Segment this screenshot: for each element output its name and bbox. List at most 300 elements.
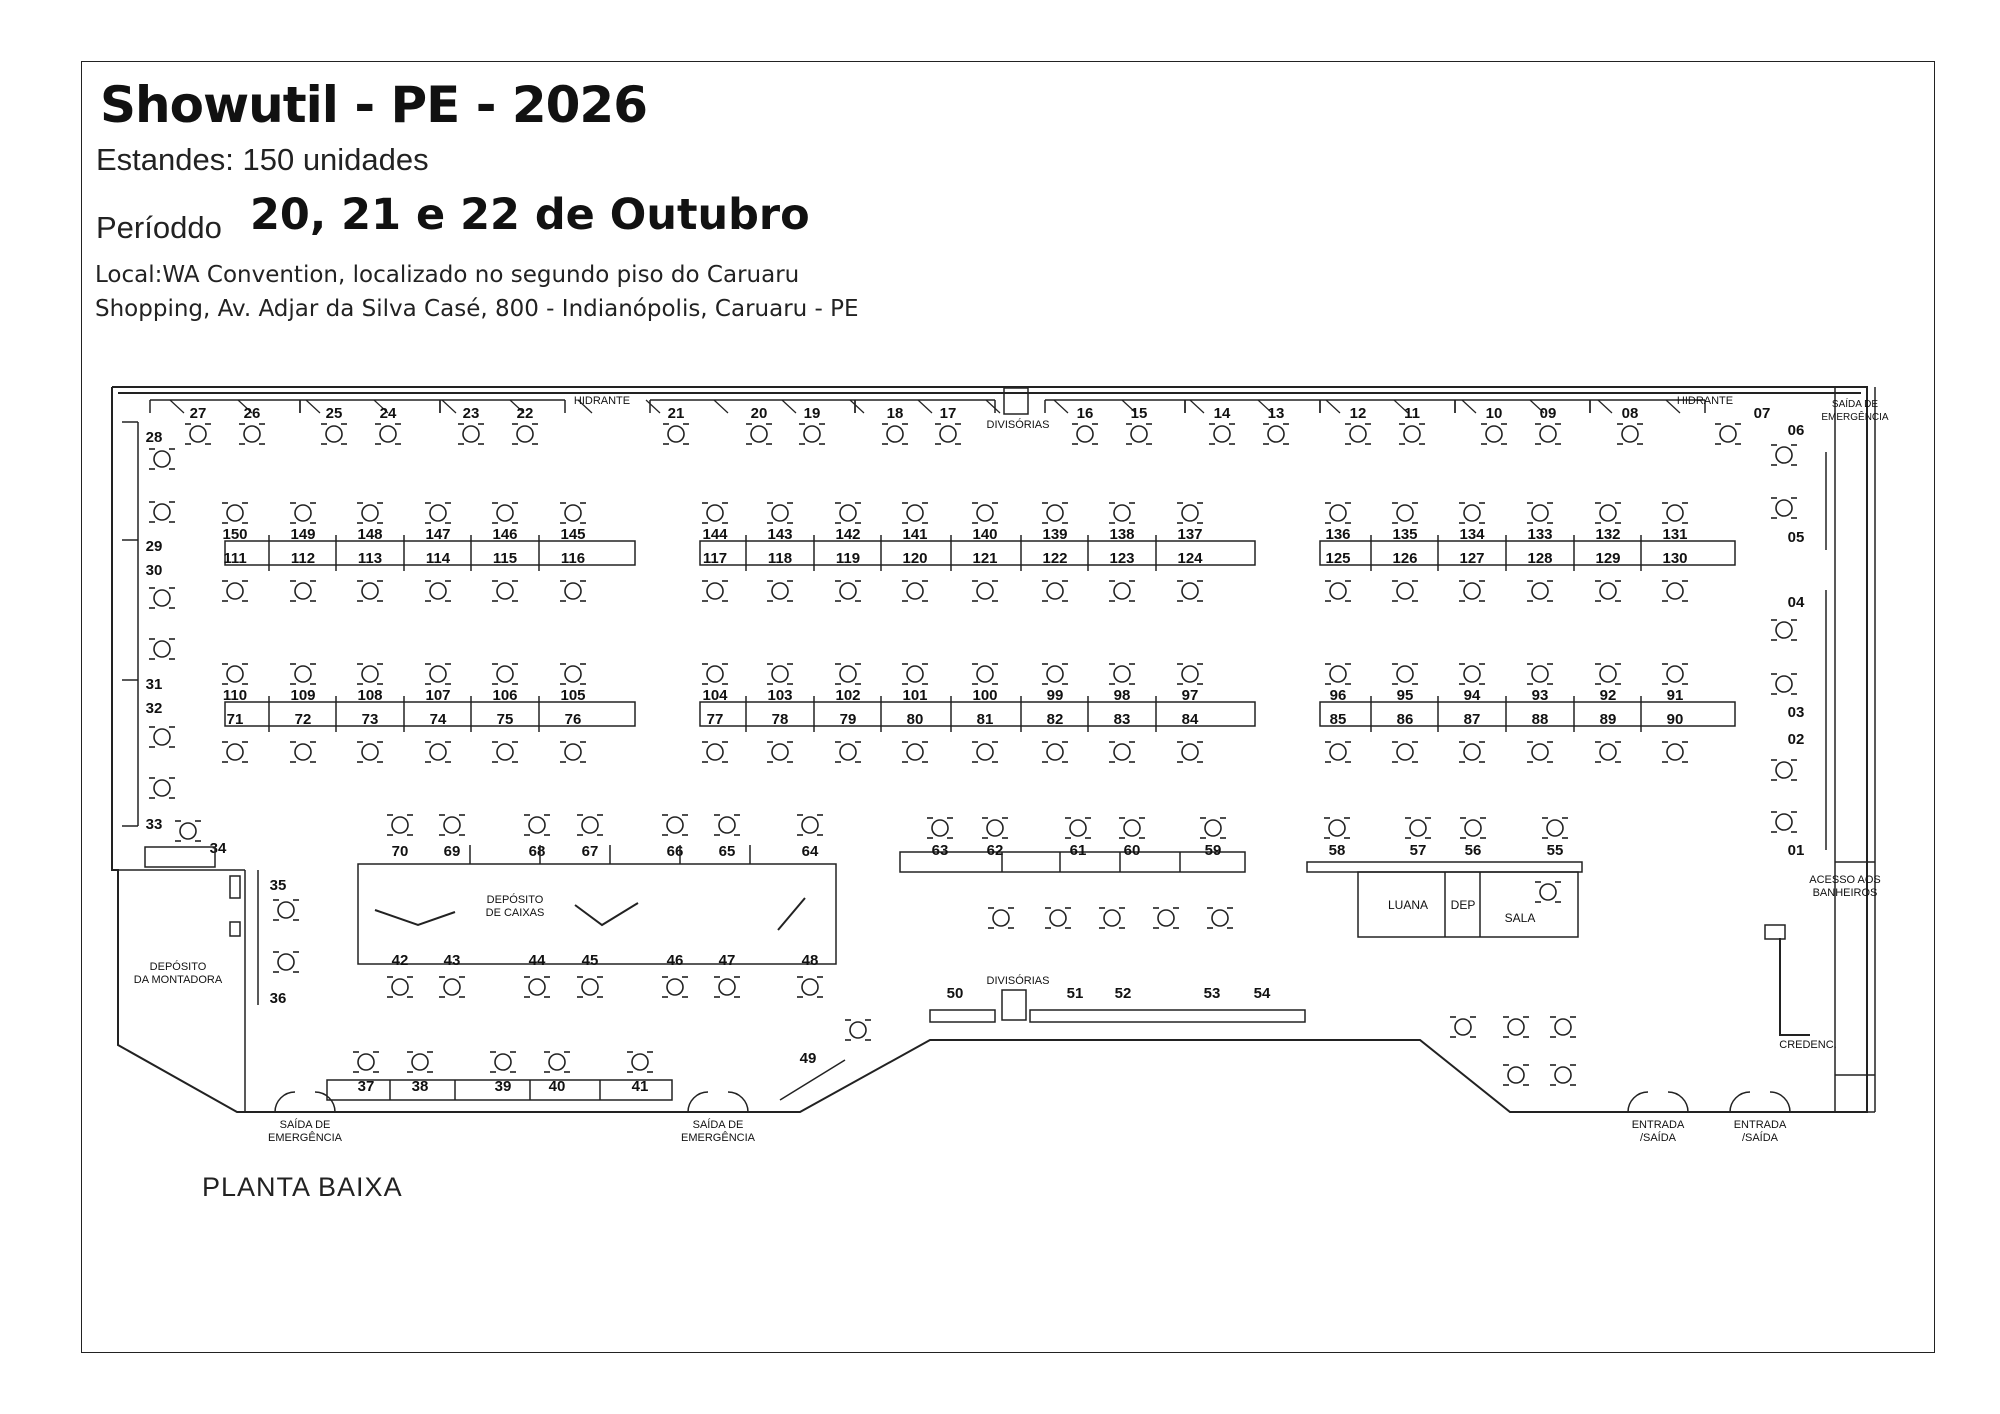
- top-stand-chamfer: [1326, 400, 1340, 413]
- table-chair-icon: [1404, 426, 1420, 442]
- stand-number: 133: [1527, 526, 1553, 543]
- table-chair-icon: [1104, 910, 1120, 926]
- stand-number: 77: [706, 711, 724, 728]
- column-marker: [230, 922, 240, 936]
- table-chair-icon: [1464, 583, 1480, 599]
- stand-34: [145, 847, 215, 867]
- table-chair-icon: [1776, 814, 1792, 830]
- entrance-label: ENTRADA: [1631, 1119, 1685, 1131]
- table-chair-icon: [940, 426, 956, 442]
- table-chair-icon: [802, 817, 818, 833]
- stand-number: 73: [361, 711, 379, 728]
- table-chair-icon: [362, 583, 378, 599]
- stand-number: 04: [1787, 594, 1805, 611]
- stand-number: 86: [1396, 711, 1414, 728]
- table-chair-icon: [430, 744, 446, 760]
- emergency-exit-label: EMERGÊNCIA: [1821, 412, 1889, 423]
- table-chair-icon: [1667, 666, 1683, 682]
- table-chair-icon: [1047, 505, 1063, 521]
- table-chair-icon: [582, 817, 598, 833]
- table-chair-icon: [1114, 666, 1130, 682]
- dep-label: DEP: [1450, 898, 1476, 912]
- stand-number: 81: [976, 711, 994, 728]
- table-chair-icon: [1212, 910, 1228, 926]
- stand-number: 02: [1787, 731, 1805, 748]
- table-chair-icon: [1131, 426, 1147, 442]
- table-chair-icon: [529, 979, 545, 995]
- stand-number: 149: [290, 526, 316, 543]
- stand-number: 41: [631, 1078, 649, 1095]
- stand-number: 147: [425, 526, 451, 543]
- table-chair-icon: [977, 583, 993, 599]
- table-chair-icon: [1182, 583, 1198, 599]
- stand-number: 63: [931, 842, 949, 859]
- table-chair-icon: [987, 820, 1003, 836]
- entrance-label: /SAÍDA: [1639, 1132, 1677, 1144]
- top-stand-chamfer: [850, 400, 864, 413]
- stand-number: 07: [1753, 405, 1771, 422]
- stand-number: 96: [1329, 687, 1347, 704]
- stand-number: 127: [1459, 550, 1485, 567]
- emergency-exit-label: SAÍDA DE: [1831, 399, 1879, 410]
- table-chair-icon: [907, 744, 923, 760]
- stand-number: 62: [986, 842, 1004, 859]
- table-chair-icon: [1114, 505, 1130, 521]
- stand-number: 03: [1787, 704, 1805, 721]
- top-stand-chamfer: [170, 400, 184, 413]
- restroom-access-label: ACESSO AOS: [1809, 874, 1881, 886]
- table-chair-icon: [1182, 744, 1198, 760]
- stand-number: 43: [443, 952, 461, 969]
- stand-number: 114: [425, 550, 451, 567]
- table-chair-icon: [190, 426, 206, 442]
- stand-number: 106: [492, 687, 518, 704]
- table-chair-icon: [1508, 1019, 1524, 1035]
- table-chair-icon: [154, 641, 170, 657]
- top-stand-chamfer: [986, 400, 1000, 413]
- table-chair-icon: [840, 583, 856, 599]
- table-chair-icon: [1350, 426, 1366, 442]
- table-chair-icon: [1329, 820, 1345, 836]
- table-chair-icon: [495, 1054, 511, 1070]
- stand-number: 29: [145, 538, 163, 555]
- stand-number: 09: [1539, 405, 1557, 422]
- stand-number: 22: [516, 405, 534, 422]
- table-chair-icon: [707, 583, 723, 599]
- stand-number: 135: [1392, 526, 1418, 543]
- stand-number: 57: [1409, 842, 1427, 859]
- stand-number: 150: [222, 526, 248, 543]
- stand-number: 06: [1787, 422, 1805, 439]
- table-chair-icon: [1600, 666, 1616, 682]
- stand-number: 138: [1109, 526, 1135, 543]
- table-chair-icon: [772, 505, 788, 521]
- stand-number: 88: [1531, 711, 1549, 728]
- stand-number: 27: [189, 405, 207, 422]
- stand-number: 16: [1076, 405, 1094, 422]
- table-chair-icon: [180, 823, 196, 839]
- table-chair-icon: [1047, 744, 1063, 760]
- top-stand-chamfer: [714, 400, 728, 413]
- table-chair-icon: [1070, 820, 1086, 836]
- table-chair-icon: [1158, 910, 1174, 926]
- table-chair-icon: [392, 817, 408, 833]
- stand-number: 52: [1114, 985, 1132, 1002]
- stand-number: 15: [1130, 405, 1148, 422]
- stand-number: 111: [223, 550, 247, 567]
- stand-number: 47: [718, 952, 736, 969]
- stand-number: 123: [1109, 550, 1135, 567]
- stand-count: Estandes: 150 unidades: [96, 142, 429, 177]
- table-chair-icon: [1182, 666, 1198, 682]
- stand-number: 92: [1599, 687, 1617, 704]
- table-chair-icon: [1205, 820, 1221, 836]
- table-chair-icon: [1540, 426, 1556, 442]
- table-chair-icon: [1397, 583, 1413, 599]
- right-row-stands: [1307, 862, 1582, 872]
- emergency-exit-label: EMERGÊNCIA: [681, 1132, 755, 1144]
- stand-number: 146: [492, 526, 518, 543]
- stand-number: 12: [1349, 405, 1367, 422]
- period-dates: 20, 21 e 22 de Outubro: [250, 190, 810, 240]
- table-chair-icon: [1532, 505, 1548, 521]
- restroom-access-label: BANHEIROS: [1812, 887, 1878, 899]
- stand-number: 97: [1181, 687, 1199, 704]
- stand-number: 140: [972, 526, 998, 543]
- table-chair-icon: [1776, 676, 1792, 692]
- table-chair-icon: [907, 505, 923, 521]
- door-swing-icon: [275, 1092, 335, 1112]
- table-chair-icon: [1776, 622, 1792, 638]
- stand-number: 103: [767, 687, 793, 704]
- top-stand-chamfer: [646, 400, 660, 413]
- stand-number: 25: [325, 405, 343, 422]
- stand-number: 110: [222, 687, 248, 704]
- stand-number: 130: [1662, 550, 1688, 567]
- table-chair-icon: [444, 817, 460, 833]
- pallet-shape: [375, 910, 455, 925]
- stand-number: 121: [972, 550, 998, 567]
- table-chair-icon: [667, 817, 683, 833]
- table-chair-icon: [430, 666, 446, 682]
- table-chair-icon: [565, 505, 581, 521]
- stand-number: 30: [145, 562, 163, 579]
- table-chair-icon: [1114, 744, 1130, 760]
- table-chair-icon: [295, 744, 311, 760]
- table-chair-icon: [497, 744, 513, 760]
- entrance-label: ENTRADA: [1733, 1119, 1787, 1131]
- stand-number: 100: [972, 687, 998, 704]
- stand-number: 44: [528, 952, 546, 969]
- stand-number: 126: [1392, 550, 1418, 567]
- stand-number: 18: [886, 405, 904, 422]
- column-marker: [230, 876, 240, 898]
- stand-number: 131: [1662, 526, 1688, 543]
- stand-number: 109: [290, 687, 316, 704]
- table-chair-icon: [719, 817, 735, 833]
- top-stand-chamfer: [1462, 400, 1476, 413]
- stand-number: 05: [1787, 529, 1805, 546]
- table-chair-icon: [1214, 426, 1230, 442]
- stand-number: 122: [1042, 550, 1068, 567]
- table-chair-icon: [412, 1054, 428, 1070]
- stand-number: 108: [357, 687, 383, 704]
- stand-number: 34: [209, 840, 227, 857]
- stand-number: 87: [1463, 711, 1481, 728]
- stand-number: 54: [1253, 985, 1271, 1002]
- stand-number: 145: [560, 526, 586, 543]
- table-chair-icon: [667, 979, 683, 995]
- table-chair-icon: [751, 426, 767, 442]
- stand-number: 139: [1042, 526, 1068, 543]
- stand-number: 76: [564, 711, 582, 728]
- table-chair-icon: [295, 505, 311, 521]
- stand-number: 83: [1113, 711, 1131, 728]
- stand-number: 125: [1325, 550, 1351, 567]
- stand-number: 118: [767, 550, 793, 567]
- table-chair-icon: [278, 954, 294, 970]
- stand-number: 11: [1404, 405, 1420, 422]
- table-chair-icon: [497, 666, 513, 682]
- table-chair-icon: [1330, 505, 1346, 521]
- stand-number: 40: [548, 1078, 566, 1095]
- stand-number: 31: [145, 676, 163, 693]
- table-chair-icon: [326, 426, 342, 442]
- table-chair-icon: [154, 590, 170, 606]
- table-chair-icon: [497, 583, 513, 599]
- door-swing-icon: [1730, 1092, 1790, 1112]
- table-chair-icon: [444, 979, 460, 995]
- table-chair-icon: [1050, 910, 1066, 926]
- table-chair-icon: [1532, 583, 1548, 599]
- table-chair-icon: [907, 666, 923, 682]
- stand-number: 01: [1787, 842, 1805, 859]
- table-chair-icon: [565, 583, 581, 599]
- stand-number: 148: [357, 526, 383, 543]
- table-chair-icon: [362, 744, 378, 760]
- table-chair-icon: [1555, 1019, 1571, 1035]
- deposito-montadora-label: DA MONTADORA: [133, 974, 223, 986]
- stand-number: 50: [946, 985, 964, 1002]
- table-chair-icon: [1776, 447, 1792, 463]
- stand-number: 82: [1046, 711, 1064, 728]
- top-stand-chamfer: [1598, 400, 1612, 413]
- table-chair-icon: [565, 744, 581, 760]
- stand-number: 35: [269, 877, 287, 894]
- table-chair-icon: [529, 817, 545, 833]
- stand-number: 79: [839, 711, 857, 728]
- stand-number: 136: [1325, 526, 1351, 543]
- table-chair-icon: [1555, 1067, 1571, 1083]
- table-chair-icon: [719, 979, 735, 995]
- stand-number: 33: [145, 816, 163, 833]
- stand-number: 20: [750, 405, 768, 422]
- stand-number: 08: [1621, 405, 1639, 422]
- table-chair-icon: [977, 744, 993, 760]
- stand-number: 143: [767, 526, 793, 543]
- table-chair-icon: [887, 426, 903, 442]
- table-chair-icon: [907, 583, 923, 599]
- top-stand-chamfer: [782, 400, 796, 413]
- period-label: Períoddo: [96, 210, 222, 245]
- table-chair-icon: [1182, 505, 1198, 521]
- table-chair-icon: [707, 744, 723, 760]
- table-chair-icon: [227, 744, 243, 760]
- stand-number: 39: [494, 1078, 512, 1095]
- stand-number: 116: [560, 550, 586, 567]
- stand-number: 132: [1595, 526, 1621, 543]
- stand-number: 19: [803, 405, 821, 422]
- stand-number: 78: [771, 711, 789, 728]
- table-chair-icon: [362, 666, 378, 682]
- stand-number: 80: [906, 711, 924, 728]
- entrance-label: /SAÍDA: [1741, 1132, 1779, 1144]
- table-chair-icon: [1667, 583, 1683, 599]
- stand-number: 141: [902, 526, 928, 543]
- table-chair-icon: [1268, 426, 1284, 442]
- table-chair-icon: [549, 1054, 565, 1070]
- stand-number: 26: [243, 405, 261, 422]
- door-swing-icon: [688, 1092, 748, 1112]
- table-chair-icon: [1508, 1067, 1524, 1083]
- stand-number: 21: [667, 405, 685, 422]
- stand-number: 119: [835, 550, 861, 567]
- deposito-caixas-area: [358, 864, 836, 964]
- table-chair-icon: [804, 426, 820, 442]
- stand-number: 70: [391, 843, 409, 860]
- table-chair-icon: [1600, 583, 1616, 599]
- table-chair-icon: [668, 426, 684, 442]
- table-chair-icon: [632, 1054, 648, 1070]
- stand-number: 104: [702, 687, 728, 704]
- table-chair-icon: [1114, 583, 1130, 599]
- deposito-caixas-label: DE CAIXAS: [485, 907, 545, 919]
- stand-number: 69: [443, 843, 461, 860]
- table-chair-icon: [772, 744, 788, 760]
- stand-number: 72: [294, 711, 312, 728]
- stand-number: 14: [1213, 405, 1231, 422]
- stand-number: 64: [801, 843, 819, 860]
- location-line-1: Local:WA Convention, localizado no segundo piso do Caruaru: [95, 262, 800, 288]
- stand-number: 112: [290, 550, 316, 567]
- pallet-shape: [575, 903, 638, 925]
- deposito-caixas-label: DEPÓSITO: [486, 894, 544, 906]
- table-chair-icon: [430, 505, 446, 521]
- stand-number: 93: [1531, 687, 1549, 704]
- stand-number: 45: [581, 952, 599, 969]
- table-chair-icon: [1540, 884, 1556, 900]
- emergency-exit-label: SAÍDA DE: [279, 1119, 331, 1131]
- stand-number: 137: [1177, 526, 1203, 543]
- table-chair-icon: [1667, 744, 1683, 760]
- top-stand-chamfer: [1190, 400, 1204, 413]
- table-chair-icon: [1600, 505, 1616, 521]
- table-chair-icon: [380, 426, 396, 442]
- stand-number: 134: [1459, 526, 1485, 543]
- stand-number: 10: [1485, 405, 1503, 422]
- top-stand-chamfer: [442, 400, 456, 413]
- stand-number: 115: [492, 550, 518, 567]
- table-chair-icon: [1532, 744, 1548, 760]
- emergency-exit-label: EMERGÊNCIA: [268, 1132, 342, 1144]
- stand-number: 28: [145, 429, 163, 446]
- table-chair-icon: [1397, 744, 1413, 760]
- top-stand-chamfer: [918, 400, 932, 413]
- table-chair-icon: [278, 902, 294, 918]
- divisorias-label: DIVISÓRIAS: [986, 419, 1050, 431]
- table-chair-icon: [1397, 505, 1413, 521]
- table-chair-icon: [1464, 505, 1480, 521]
- table-chair-icon: [358, 1054, 374, 1070]
- stand-number: 95: [1396, 687, 1414, 704]
- stand-number: 23: [462, 405, 480, 422]
- stand-number: 89: [1599, 711, 1617, 728]
- table-chair-icon: [1667, 505, 1683, 521]
- stand-51-54: [1030, 1010, 1305, 1022]
- table-chair-icon: [977, 666, 993, 682]
- stand-number: 17: [939, 405, 957, 422]
- stand-number: 38: [411, 1078, 429, 1095]
- location-line-2: Shopping, Av. Adjar da Silva Casé, 800 - Indianópolis, Caruaru - PE: [95, 296, 859, 322]
- table-chair-icon: [1330, 583, 1346, 599]
- table-chair-icon: [850, 1022, 866, 1038]
- stand-number: 94: [1463, 687, 1481, 704]
- stand-number: 90: [1666, 711, 1684, 728]
- table-chair-icon: [565, 666, 581, 682]
- table-chair-icon: [977, 505, 993, 521]
- table-chair-icon: [154, 504, 170, 520]
- stand-number: 51: [1066, 985, 1084, 1002]
- credenc-label: CREDENC.: [1779, 1039, 1837, 1051]
- table-chair-icon: [1464, 744, 1480, 760]
- table-chair-icon: [227, 666, 243, 682]
- table-chair-icon: [295, 583, 311, 599]
- stand-number: 105: [560, 687, 586, 704]
- stand-number: 129: [1595, 550, 1621, 567]
- stand-number: 55: [1546, 842, 1564, 859]
- stand-number: 142: [835, 526, 861, 543]
- table-chair-icon: [244, 426, 260, 442]
- stand-number: 107: [425, 687, 451, 704]
- stand-number: 46: [666, 952, 684, 969]
- table-chair-icon: [227, 583, 243, 599]
- table-chair-icon: [1600, 744, 1616, 760]
- divisorias-panel: [1002, 990, 1026, 1020]
- stand-number: 13: [1267, 405, 1285, 422]
- stand-number: 53: [1203, 985, 1221, 1002]
- table-chair-icon: [1464, 666, 1480, 682]
- stand-number: 32: [145, 700, 163, 717]
- stand-number: 120: [902, 550, 928, 567]
- stand-number: 99: [1046, 687, 1064, 704]
- table-chair-icon: [1776, 762, 1792, 778]
- stand-number: 65: [718, 843, 736, 860]
- stand-number: 75: [496, 711, 514, 728]
- table-chair-icon: [1776, 500, 1792, 516]
- table-chair-icon: [1410, 820, 1426, 836]
- table-chair-icon: [1047, 666, 1063, 682]
- stand-number: 59: [1204, 842, 1222, 859]
- stand-number: 71: [226, 711, 244, 728]
- stand-number: 85: [1329, 711, 1347, 728]
- stand-number: 48: [801, 952, 819, 969]
- stand-number: 56: [1464, 842, 1482, 859]
- table-chair-icon: [154, 780, 170, 796]
- stand-number: 84: [1181, 711, 1199, 728]
- pallet-shape: [778, 898, 805, 930]
- stand-number: 144: [702, 526, 728, 543]
- stand-number: 124: [1177, 550, 1203, 567]
